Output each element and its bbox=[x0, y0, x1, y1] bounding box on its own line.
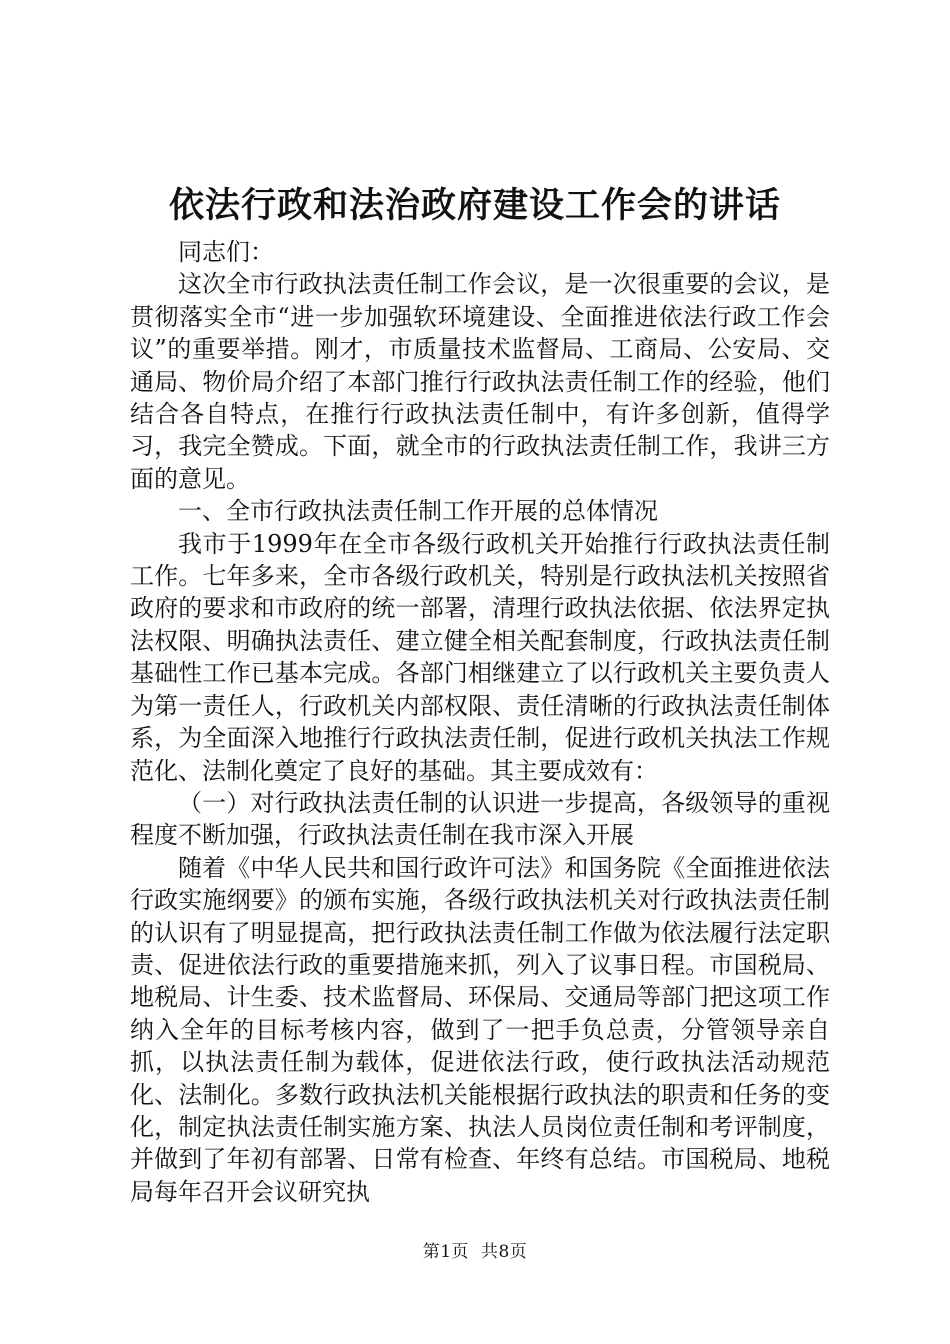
paragraph-overview: 我市于1999年在全市各级行政机关开始推行行政执法责任制工作。七年多来，全市各级行政机关，特别是行政执法机关按照省政府的要求和市政府的统一部署，清理行政执法依据、依法界定执法权限、明确执法责任、建立健全相关配套制度，行政执法责任制基础性工作已基本完成。各部门相继建立了以行政机关主要负责人为第一责任人，行政机关内部权限、责任清晰的行政执法责任制体系，为全面深入地推行行政执法责任制，促进行政机关执法工作规范化、法制化奠定了良好的基础。其主要成效有： bbox=[130, 529, 830, 785]
paragraph-intro: 这次全市行政执法责任制工作会议，是一次很重要的会议，是贯彻落实全市“进一步加强软环境建设、全面推进依法行政工作会议”的重要举措。刚才，市质量技术监督局、工商局、公安局、交通局、物价局介绍了本部门推行行政执法责任制工作的经验，他们结合各自特点，在推行行政执法责任制中，有许多创新，值得学习，我完全赞成。下面，就全市的行政执法责任制工作，我讲三方面的意见。 bbox=[130, 270, 830, 493]
subsection-heading-1: （一）对行政执法责任制的认识进一步提高，各级领导的重视程度不断加强，行政执法责任制在我市深入开展 bbox=[130, 788, 830, 850]
document-body bbox=[130, 236, 830, 1208]
salutation: 同志们： bbox=[178, 238, 274, 266]
page-footer bbox=[0, 1240, 950, 1264]
page-total: 共8页 bbox=[480, 1242, 528, 1262]
document-title: 依法行政和法治政府建设工作会的讲话 bbox=[168, 185, 781, 226]
page-number: 第1页 bbox=[422, 1242, 470, 1262]
section-heading-1: 一、全市行政执法责任制工作开展的总体情况 bbox=[178, 497, 658, 526]
paragraph-detail: 随着《中华人民共和国行政许可法》和国务院《全面推进依法行政实施纲要》的颁布实施，各级行政执法机关对行政执法责任制的认识有了明显提高，把行政执法责任制工作做为依法履行法定职责、促进依法行政的重要措施来抓，列入了议事日程。市国税局、地税局、计生委、技术监督局、环保局、交通局等部门把这项工作纳入全年的目标考核内容，做到了一把手负总责，分管领导亲自抓，以执法责任制为载体，促进依法行政，使行政执法活动规范化、法制化。多数行政执法机关能根据行政执法的职责和任务的变化，制定执法责任制实施方案、执法人员岗位责任制和考评制度，并做到了年初有部署、日常有检查、年终有总结。市国税局、地税局每年召开会议研究执 bbox=[130, 853, 830, 1206]
